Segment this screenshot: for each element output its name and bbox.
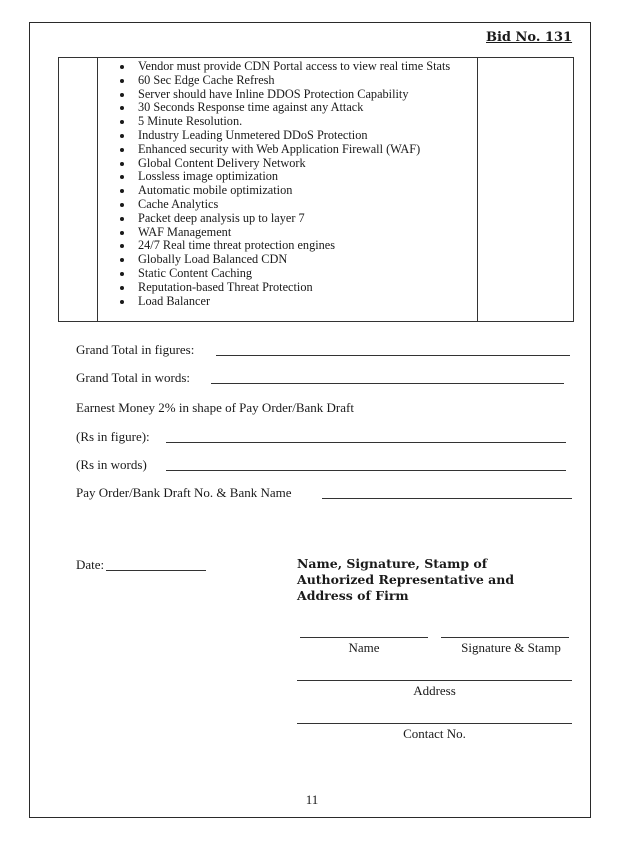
rs-figure-line[interactable]: [166, 442, 566, 443]
address-line[interactable]: [297, 680, 572, 681]
list-item: WAF Management: [117, 226, 457, 240]
signature-heading: Name, Signature, Stamp of Authorized Representative and Address of Firm: [297, 556, 515, 603]
signature-line[interactable]: [441, 637, 569, 638]
address-caption: Address: [413, 683, 456, 698]
rs-words-label: (Rs in words): [76, 457, 147, 472]
contact-line[interactable]: [297, 723, 572, 724]
list-item: Server should have Inline DDOS Protection Capability: [117, 88, 457, 102]
name-caption: Name: [348, 640, 380, 655]
signature-stamp-caption: Signature & Stamp: [461, 640, 561, 655]
list-item: Automatic mobile optimization: [117, 184, 457, 198]
date-line[interactable]: [106, 570, 206, 571]
list-item: Global Content Delivery Network: [117, 157, 457, 171]
list-item: Vendor must provide CDN Portal access to view real time Stats: [117, 60, 457, 74]
date-label: Date:: [76, 557, 105, 572]
list-item: Industry Leading Unmetered DDoS Protection: [117, 129, 457, 143]
list-item: 60 Sec Edge Cache Refresh: [117, 74, 457, 88]
grand-total-words-line[interactable]: [211, 383, 564, 384]
contact-caption: Contact No.: [403, 726, 466, 741]
list-item: Lossless image optimization: [117, 170, 457, 184]
list-item: Packet deep analysis up to layer 7: [117, 212, 457, 226]
grand-total-words-label: Grand Total in words:: [76, 370, 191, 385]
grand-total-figures-label: Grand Total in figures:: [76, 342, 195, 357]
page-number: 11: [305, 792, 319, 807]
list-item: Static Content Caching: [117, 267, 457, 281]
earnest-money-label: Earnest Money 2% in shape of Pay Order/Bank Draft: [76, 400, 354, 415]
list-item: Load Balancer: [117, 295, 457, 309]
list-item: Enhanced security with Web Application Firewall (WAF): [117, 143, 457, 157]
list-item: Reputation-based Threat Protection: [117, 281, 457, 295]
bid-number: Bid No. 131: [486, 30, 573, 45]
list-item: Cache Analytics: [117, 198, 457, 212]
pay-order-line[interactable]: [322, 498, 572, 499]
rs-words-line[interactable]: [166, 470, 566, 471]
name-line[interactable]: [300, 637, 428, 638]
table-column-divider: [97, 58, 98, 321]
grand-total-figures-line[interactable]: [216, 355, 570, 356]
spec-list: [117, 60, 457, 308]
list-item: Globally Load Balanced CDN: [117, 253, 457, 267]
list-item: 24/7 Real time threat protection engines: [117, 239, 457, 253]
table-column-divider: [477, 58, 478, 321]
list-item: 30 Seconds Response time against any Attack: [117, 101, 457, 115]
list-item: 5 Minute Resolution.: [117, 115, 457, 129]
pay-order-label: Pay Order/Bank Draft No. & Bank Name: [76, 485, 292, 500]
rs-figure-label: (Rs in figure):: [76, 429, 150, 444]
